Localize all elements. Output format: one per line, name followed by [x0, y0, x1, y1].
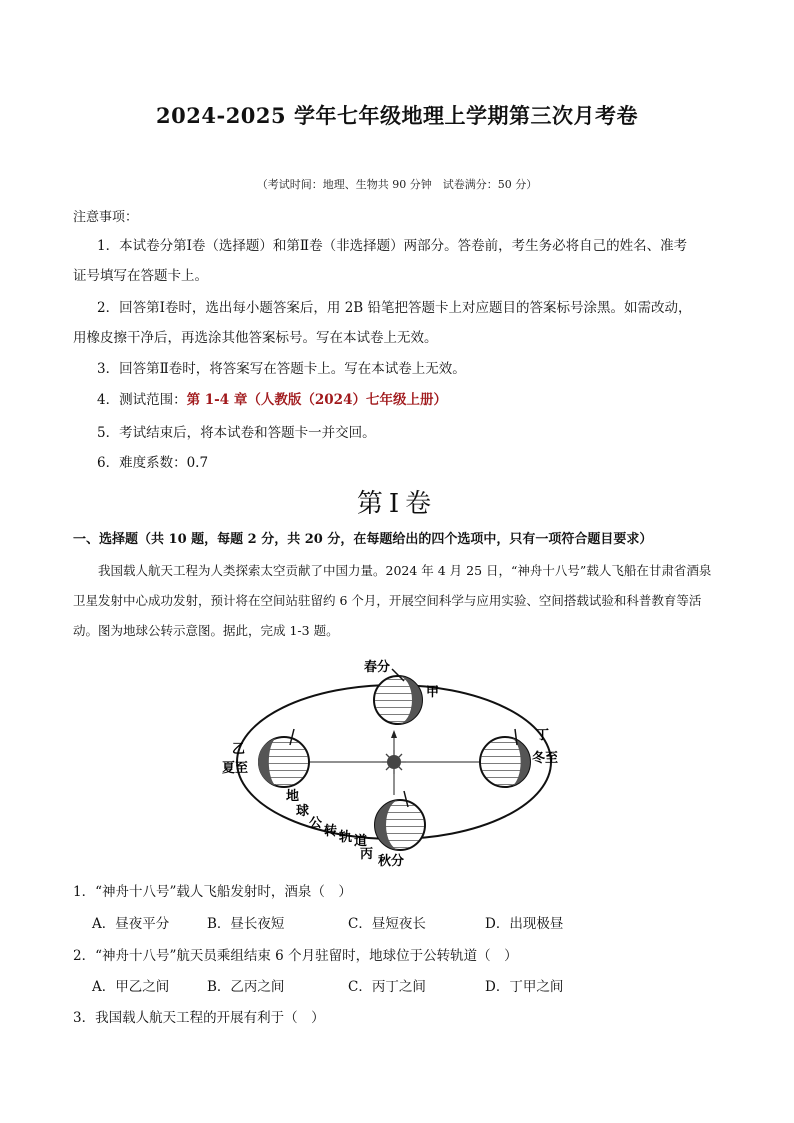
earth-revolution-diagram [220, 655, 570, 870]
label-dongzhi: 冬至 [532, 751, 559, 766]
question-3: 3．我国载人航天工程的开展有利于（ ） [73, 1010, 325, 1026]
notice-item-1-line-1: 1．本试卷分第Ⅰ卷（选择题）和第Ⅱ卷（非选择题）两部分。答卷前，考生务必将自己的姓名、准考 [97, 238, 688, 254]
question-2-option-c: C．丙丁之间 [348, 979, 426, 995]
section-title: 第Ⅰ卷 [356, 489, 438, 519]
label-chunfen: 春分 [364, 660, 391, 675]
question-2: 2．“神舟十八号”航天员乘组结束 6 个月驻留时，地球位于公转轨道（ ） [73, 948, 518, 964]
notice-item-1-line-2: 证号填写在答题卡上。 [73, 268, 208, 284]
earth-ding [480, 729, 530, 787]
earth-jia [374, 669, 422, 724]
notice-item-6: 6．难度系数：0.7 [97, 455, 209, 471]
orbit-char-5: 轨 [339, 830, 353, 845]
orbit-char-4: 转 [324, 824, 338, 839]
notice-item-2-line-1: 2．回答第Ⅰ卷时，选出每小题答案后，用 2B 铅笔把答题卡上对应题目的答案标号涂黑。如需改动， [97, 300, 692, 316]
reading-passage: 我国载人航天工程为人类探索太空贡献了中国力量。2024 年 4 月 25 日，“神舟十八号”载人飞船在甘肃省酒泉卫星发射中心成功发射，预计将在空间站驻留约 6 个月，开展空间科学与应用实验、空间搭载试验和科普教育等活动。图为地球公转示意图。据此，完成 1-3 题。 [73, 563, 712, 638]
notice-item-3: 3．回答第Ⅱ卷时，将答案写在答题卡上。写在本试卷上无效。 [97, 361, 466, 377]
arrow-up-icon [391, 730, 397, 738]
question-2-option-d: D．丁甲之间 [485, 979, 564, 995]
question-1-option-c: C．昼短夜长 [348, 916, 426, 932]
orbit-char-1: 地 [286, 789, 300, 804]
question-1: 1．“神舟十八号”载人飞船发射时，酒泉（ ） [73, 884, 352, 900]
sun-icon [382, 750, 406, 774]
section-heading: 一、选择题（共 10 题，每题 2 分，共 20 分，在每题给出的四个选项中，只有一项符合题目要求） [73, 532, 653, 547]
notice-item-4-prefix: 4．测试范围： [97, 392, 187, 408]
earth-bing [375, 791, 425, 850]
label-jia: 甲 [426, 685, 440, 700]
question-1-option-a: A．昼夜平分 [92, 916, 170, 932]
label-yi: 乙 [232, 742, 246, 757]
exam-info: （考试时间：地理、生物共 90 分钟 试卷满分：50 分） [256, 178, 538, 191]
question-2-option-a: A．甲乙之间 [92, 979, 170, 995]
notice-item-5: 5．考试结束后，将本试卷和答题卡一并交回。 [97, 425, 376, 441]
orbit-char-6: 道 [354, 834, 368, 849]
notice-item-2-line-2: 用橡皮擦干净后，再选涂其他答案标号。写在本试卷上无效。 [73, 330, 438, 346]
question-2-option-b: B．乙丙之间 [207, 979, 285, 995]
notice-item-4 [97, 386, 447, 414]
test-scope: 第 1-4 章（人教版（2024）七年级上册） [186, 392, 447, 408]
earth-yi [258, 729, 309, 787]
label-qiufen: 秋分 [378, 854, 405, 869]
orbit-char-2: 球 [296, 804, 310, 819]
question-1-option-d: D．出现极昼 [485, 916, 564, 932]
question-1-option-b: B．昼长夜短 [207, 916, 285, 932]
label-bing: 丙 [360, 847, 374, 862]
label-xiazhi: 夏至 [222, 761, 249, 776]
notice-heading: 注意事项： [73, 210, 139, 225]
page-title: 2024-2025 学年七年级地理上学期第三次月考卷 [156, 103, 638, 128]
label-ding: 丁 [536, 728, 550, 743]
orbit-char-3: 公 [309, 816, 323, 831]
